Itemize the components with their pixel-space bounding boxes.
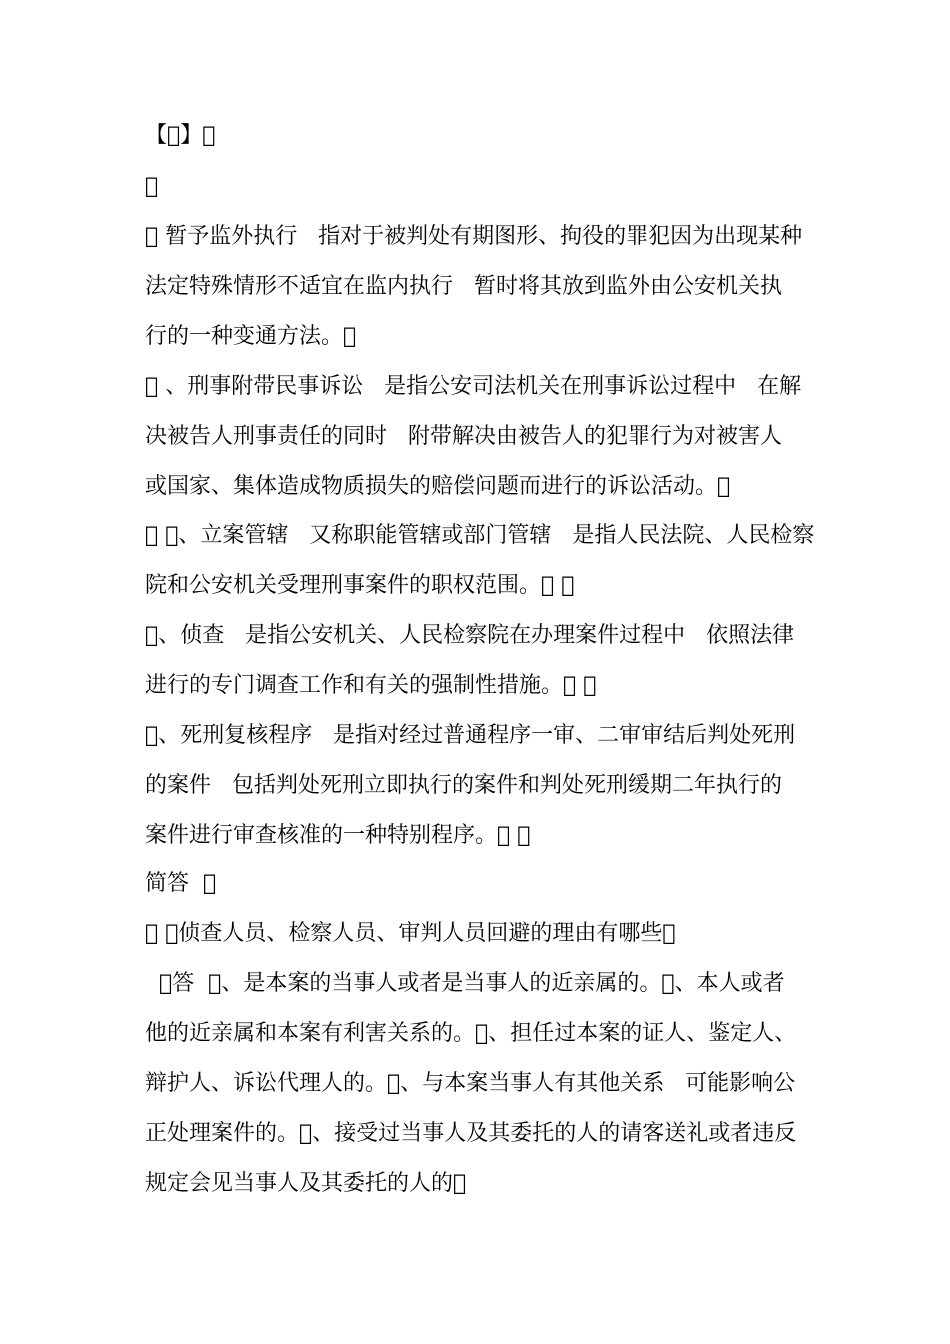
answer-line: 辩护人、诉讼代理人的。 、与本案当事人有其他关系 可能影响公	[145, 1071, 789, 1096]
answer-line: 规定会见当事人及其委托的人的	[145, 1171, 460, 1196]
paragraph-line: 进行的专门调查工作和有关的强制性措施。	[145, 673, 584, 698]
paragraph-line: 的案件 包括判处死刑立即执行的案件和判处死刑缓期二年执行的	[145, 773, 782, 798]
question-line: 侦查人员、检察人员、审判人员回避的理由有哪些	[145, 921, 657, 946]
paragraph-line: 决被告人刑事责任的同时 附带解决由被告人的犯罪行为对被害人	[145, 424, 782, 449]
paragraph-line: 、立案管辖 又称职能管辖或部门管辖 是指人民法院、人民检察	[145, 523, 802, 548]
paragraph-line: 、侦查 是指公安机关、人民检察院在办理案件过程中 依照法律	[145, 623, 788, 648]
section-heading: 简答	[145, 871, 210, 896]
paragraph-line: 法定特殊情形不适宜在监内执行 暂时将其放到监外由公安机关执	[145, 274, 782, 299]
paragraph-line: 行的一种变通方法。	[145, 324, 350, 349]
paragraph-line: 院和公安机关受理刑事案件的职权范围。	[145, 573, 562, 598]
answer-line: 正处理案件的。 、接受过当事人及其委托的人的请客送礼或者违反	[145, 1121, 790, 1146]
paragraph-line: 或国家、集体造成物质损失的赔偿问题而进行的诉讼活动。	[145, 474, 724, 499]
answer-line: 答 、是本案的当事人或者是当事人的近亲属的。 、本人或者	[145, 971, 766, 996]
blank-line	[145, 174, 152, 199]
section-heading: 【 】	[145, 123, 203, 148]
paragraph-line: 、刑事附带民事诉讼 是指公安司法机关在刑事诉讼过程中 在解	[145, 374, 795, 399]
answer-line: 他的近亲属和本案有利害关系的。 、担任过本案的证人、鉴定人、	[145, 1021, 790, 1046]
paragraph-line: 案件进行审查核准的一种特别程序。	[145, 823, 518, 848]
paragraph-line: 、死刑复核程序 是指对经过普通程序一审、二审审结后判处死刑	[145, 723, 789, 748]
paragraph-line: 暂予监外执行 指对于被判处有期图形、拘役的罪犯因为出现某种	[145, 224, 796, 249]
